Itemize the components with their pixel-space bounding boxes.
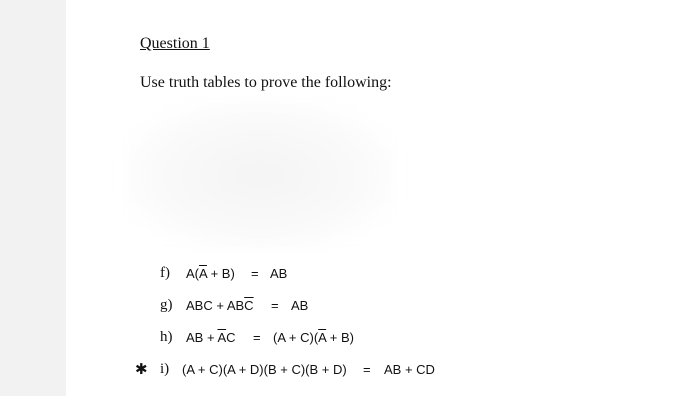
item-letter: h) — [160, 329, 173, 345]
item-rhs — [270, 266, 287, 281]
equals-sign: = — [271, 298, 279, 313]
expression-part: A( — [186, 266, 199, 281]
item-lhs — [186, 330, 236, 345]
expression-part: AB — [291, 298, 309, 313]
item-lhs — [186, 266, 235, 281]
item-lhs — [186, 298, 254, 313]
expression-part: (A + C)(A + D)(B + C)(B + D) — [182, 362, 347, 377]
item-rhs — [291, 298, 308, 313]
expression-part: AB — [270, 266, 288, 281]
item-rhs — [384, 362, 435, 377]
equals-sign: = — [253, 330, 261, 345]
question-heading: Question 1 — [140, 35, 210, 52]
overlined-term: A — [217, 330, 227, 345]
overlined-term: C — [244, 298, 254, 313]
item-rhs — [273, 330, 354, 345]
item-letter: f) — [160, 265, 170, 281]
equals-sign: = — [363, 362, 371, 377]
equals-sign: = — [251, 266, 259, 281]
item-lhs — [182, 362, 347, 377]
item-letter: i) — [160, 361, 170, 377]
expression-part: + B) — [206, 266, 235, 281]
blurred-region — [125, 100, 395, 250]
overlined-term: A — [318, 330, 327, 345]
expression-part: ABC + AB — [186, 298, 245, 313]
expression-part: (A + C)( — [273, 330, 319, 345]
asterisk-mark-icon: ✱ — [135, 362, 148, 378]
question-instruction: Use truth tables to prove the following: — [140, 74, 392, 91]
expression-part: AB + CD — [384, 362, 435, 377]
expression-part: C — [226, 330, 236, 345]
item-letter: g) — [160, 297, 173, 313]
overlined-term: A — [199, 266, 207, 281]
expression-part: AB + — [186, 330, 218, 345]
expression-part: + B) — [326, 330, 354, 345]
